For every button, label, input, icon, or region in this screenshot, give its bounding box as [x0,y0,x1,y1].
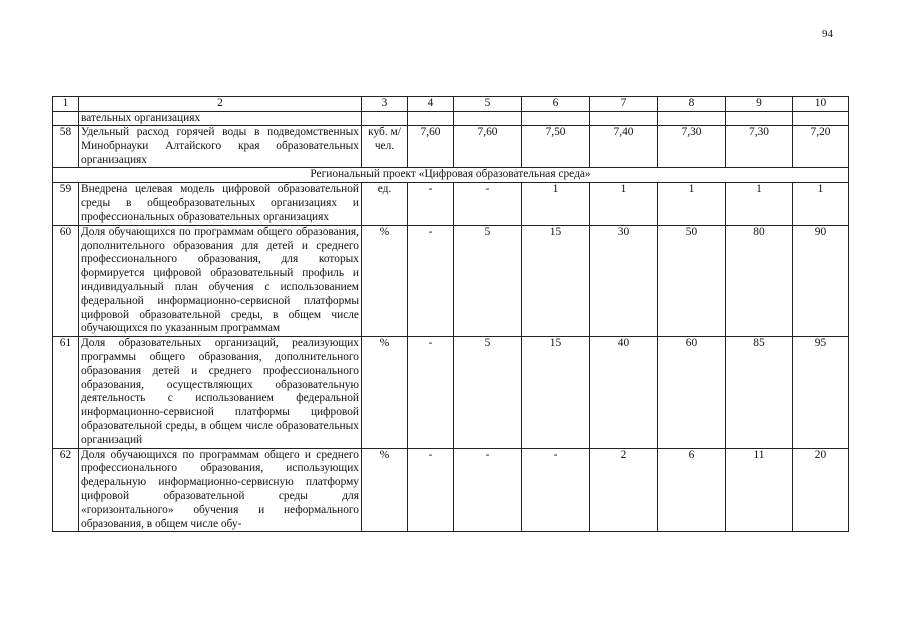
value-cell: - [408,448,454,532]
value-cell: - [408,225,454,336]
indicator-name: Удельный расход горячей воды в подведомственных Минобрнауки Алтайского края образовательных организациях [79,126,362,168]
header-cell: 5 [454,97,522,112]
row-number: 60 [53,225,79,336]
indicator-name: Доля обучающихся по программам общего образования, дополнительного образования для детей и среднего профессионального образования, для которых формируется цифровой образовательный профиль и индивидуальный план обучения с использованием федеральной информационно-сервисной платформы цифровой образовательной среды, в общем числе обучающихся по указанным программам [79,225,362,336]
value-cell: 7,60 [454,126,522,168]
value-cell: 5 [454,225,522,336]
table-row-58 [53,126,849,168]
value-cell: 7,50 [522,126,590,168]
value-cell [408,112,454,126]
row-number: 58 [53,126,79,168]
table-row-59 [53,183,849,225]
indicator-name: Доля обучающихся по программам общего и среднего профессионального образования, использующих федеральную информационно-сервисную платформу цифровой образовательной среды для «горизонтального» обучения и неформального образования, в общем числе обу- [79,448,362,532]
value-cell: 2 [590,448,658,532]
row-number [53,112,79,126]
header-cell: 9 [726,97,793,112]
header-cell: 8 [658,97,726,112]
table-row-62 [53,448,849,532]
value-cell: 1 [726,183,793,225]
indicator-name: вательных организациях [79,112,362,126]
value-cell: - [454,183,522,225]
value-cell: 15 [522,337,590,448]
value-cell: 60 [658,337,726,448]
value-cell: - [408,337,454,448]
unit-cell [362,112,408,126]
value-cell: 1 [522,183,590,225]
unit-cell: % [362,448,408,532]
header-cell: 6 [522,97,590,112]
column-number-header-row [53,97,849,112]
value-cell: 7,30 [726,126,793,168]
value-cell [658,112,726,126]
indicators-table [52,96,849,532]
page-number: 94 [822,28,833,40]
header-cell: 10 [793,97,849,112]
value-cell: 7,60 [408,126,454,168]
value-cell: 1 [658,183,726,225]
value-cell: 95 [793,337,849,448]
value-cell: - [522,448,590,532]
value-cell: 1 [793,183,849,225]
value-cell: 6 [658,448,726,532]
table-row-61 [53,337,849,448]
value-cell: 5 [454,337,522,448]
value-cell: - [454,448,522,532]
value-cell: 1 [590,183,658,225]
value-cell: 7,40 [590,126,658,168]
value-cell: - [408,183,454,225]
table-row-continuation [53,112,849,126]
value-cell: 85 [726,337,793,448]
value-cell: 7,20 [793,126,849,168]
value-cell [726,112,793,126]
unit-cell: % [362,337,408,448]
value-cell: 11 [726,448,793,532]
value-cell: 80 [726,225,793,336]
row-number: 59 [53,183,79,225]
value-cell: 7,30 [658,126,726,168]
unit-cell: куб. м/ чел. [362,126,408,168]
value-cell: 50 [658,225,726,336]
row-number: 61 [53,337,79,448]
value-cell [454,112,522,126]
indicator-name: Доля образовательных организаций, реализующих программы общего образования, дополнительного образования детей и среднего профессионального образования, осуществляющих образовательную деятельность с использованием федеральной информационно-сервисной платформы цифровой образовательной среды, в общем числе образовательных организаций [79,337,362,448]
header-cell: 1 [53,97,79,112]
header-cell: 7 [590,97,658,112]
header-cell: 4 [408,97,454,112]
value-cell: 15 [522,225,590,336]
header-cell: 2 [79,97,362,112]
header-cell: 3 [362,97,408,112]
value-cell [590,112,658,126]
value-cell: 90 [793,225,849,336]
value-cell [793,112,849,126]
value-cell: 40 [590,337,658,448]
unit-cell: % [362,225,408,336]
row-number: 62 [53,448,79,532]
unit-cell: ед. [362,183,408,225]
value-cell [522,112,590,126]
section-title-row [53,168,849,183]
section-title: Региональный проект «Цифровая образовательная среда» [53,168,849,183]
value-cell: 30 [590,225,658,336]
table-row-60 [53,225,849,336]
value-cell: 20 [793,448,849,532]
indicator-name: Внедрена целевая модель цифровой образовательной среды в общеобразовательных организациях и профессиональных образовательных организациях [79,183,362,225]
